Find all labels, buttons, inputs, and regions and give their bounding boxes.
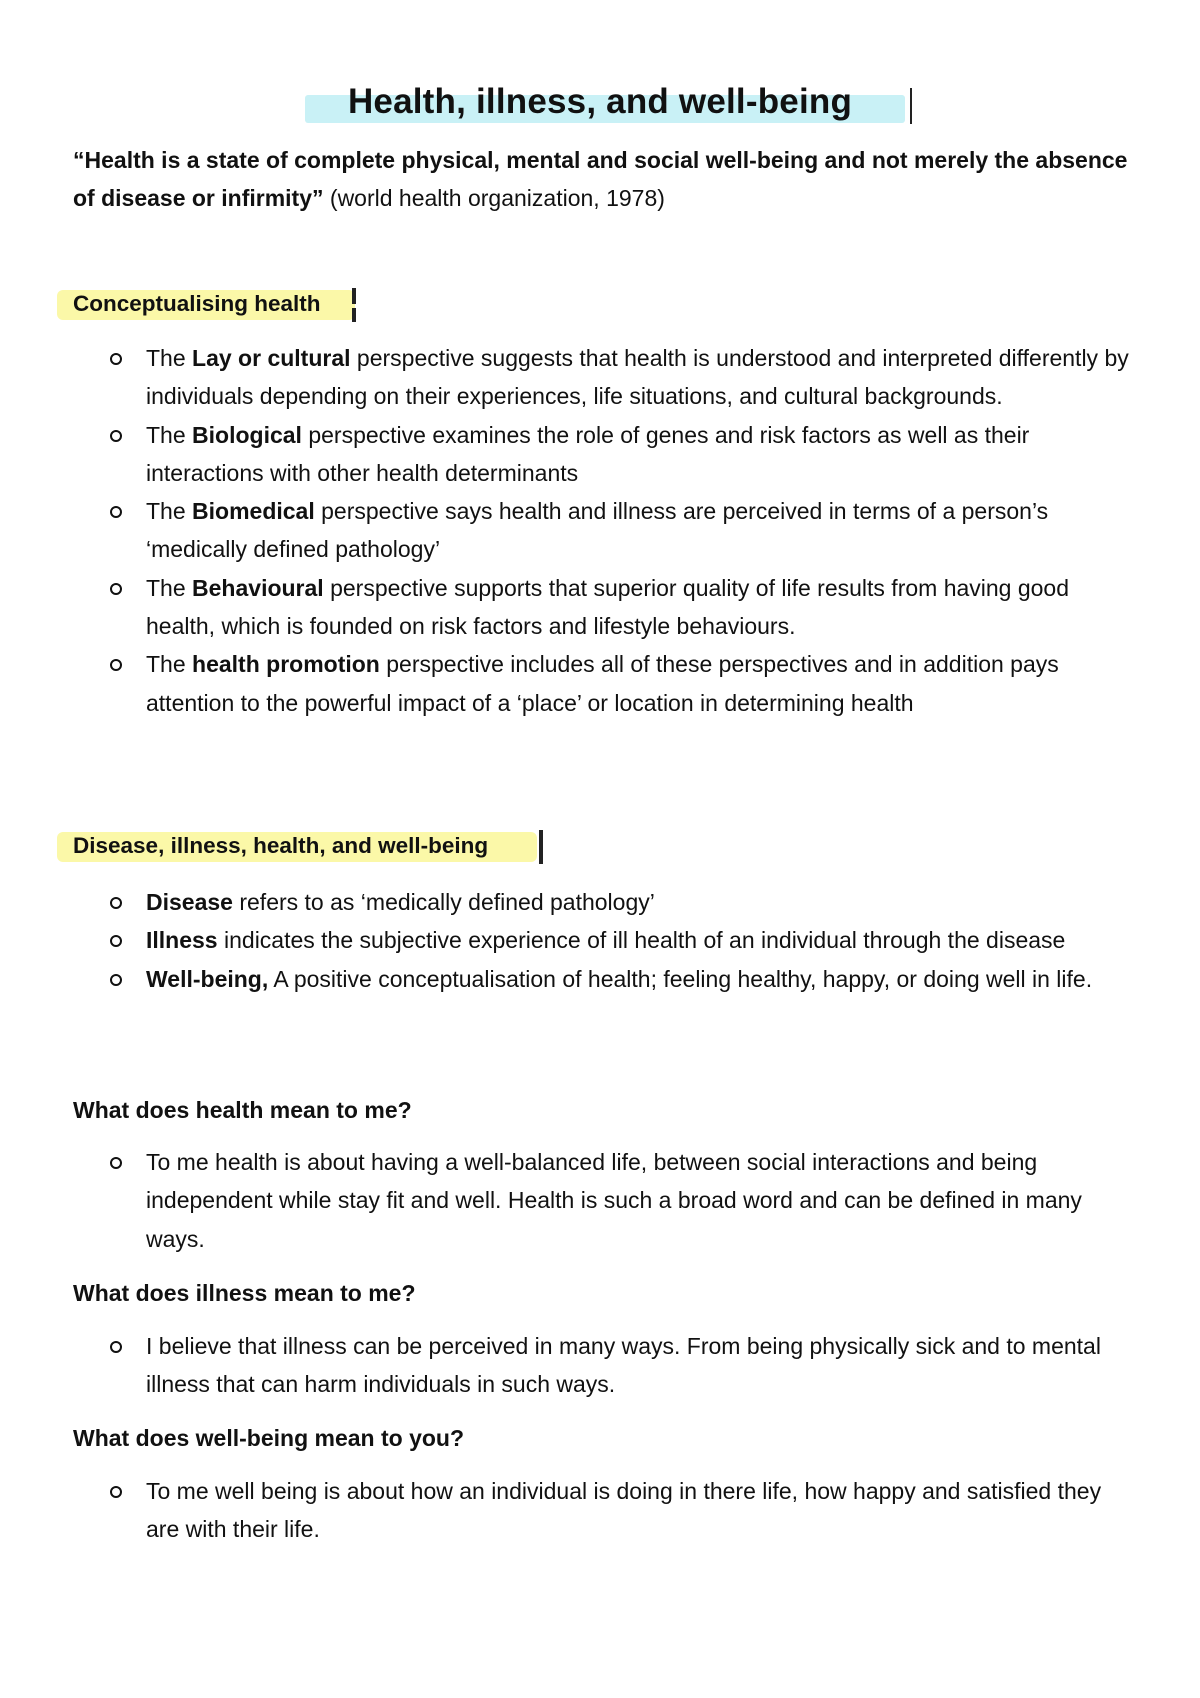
list-item: To me health is about having a well-balanced life, between social interactions and being independent while stay fit and well. Health is such a broad word and can be defined in many ways. [110,1143,1140,1258]
text-cursor [539,830,543,864]
section-heading-text: Conceptualising health [73,291,321,316]
quote-citation: (world health organization, 1978) [323,185,665,211]
hollow-bullet-icon [110,1341,122,1353]
answer-wellbeing-list [110,1472,1140,1549]
section-heading-conceptualising [57,284,321,324]
hollow-bullet-icon [110,974,122,986]
hollow-bullet-icon [110,1486,122,1498]
page-title: Health, illness, and well-being [347,82,853,121]
question-illness: What does illness mean to me? [73,1280,416,1306]
answer-health-list [110,1143,1140,1258]
disease-list [110,883,1140,998]
answer-illness-list [110,1327,1140,1404]
hollow-bullet-icon [110,659,122,671]
list-item: To me well being is about how an individual is doing in there life, how happy and satisfied they are with their life. [110,1472,1140,1549]
section-heading-text: Disease, illness, health, and well-being [73,833,489,858]
question-health: What does health mean to me? [73,1097,412,1123]
list-item: Well-being, A positive conceptualisation of health; feeling healthy, happy, or doing well in life. [110,960,1140,998]
hollow-bullet-icon [110,897,122,909]
hollow-bullet-icon [110,1157,122,1169]
list-item: The Biological perspective examines the role of genes and risk factors as well as their interactions with other health determinants [110,416,1140,493]
quote-text: “Health is a state of complete physical, mental and social well-being and not merely the absence of disease or infirmity” [73,147,1128,211]
hollow-bullet-icon [110,506,122,518]
list-item: Illness indicates the subjective experience of ill health of an individual through the disease [110,921,1140,959]
hollow-bullet-icon [110,935,122,947]
list-item: The Behavioural perspective supports that superior quality of life results from having good health, which is founded on risk factors and lifestyle behaviours. [110,569,1140,646]
hollow-bullet-icon [110,430,122,442]
section-heading-disease [57,826,488,866]
title-block [0,78,1200,128]
text-cursor [352,288,356,322]
list-item: The Lay or cultural perspective suggests that health is understood and interpreted differently by individuals depending on their experiences, life situations, and cultural backgrounds. [110,339,1140,416]
text-cursor [910,88,912,124]
list-item: Disease refers to as ‘medically defined pathology’ [110,883,1140,921]
hollow-bullet-icon [110,583,122,595]
question-wellbeing: What does well-being mean to you? [73,1425,465,1451]
list-item: The health promotion perspective includes all of these perspectives and in addition pays attention to the powerful impact of a ‘place’ or location in determining health [110,645,1140,722]
hollow-bullet-icon [110,353,122,365]
list-item: The Biomedical perspective says health and illness are perceived in terms of a person’s ‘medically defined pathology’ [110,492,1140,569]
conceptualising-list [110,339,1140,722]
list-item: I believe that illness can be perceived in many ways. From being physically sick and to mental illness that can harm individuals in such ways. [110,1327,1140,1404]
who-definition-quote [73,141,1133,217]
